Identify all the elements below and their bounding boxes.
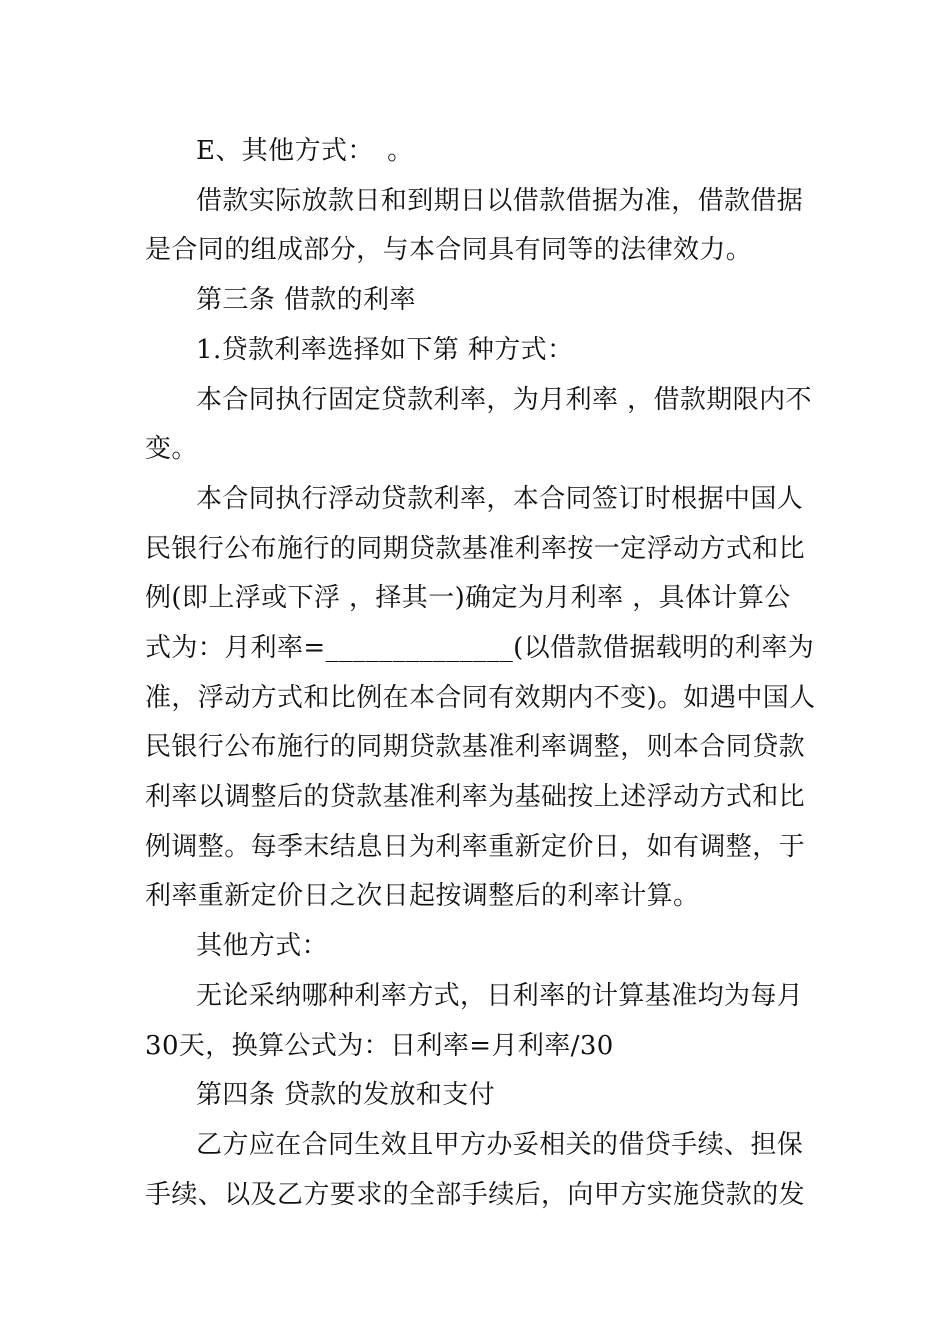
paragraph-line: 准，浮动方式和比例在本合同有效期内不变)。如遇中国人 <box>145 683 816 713</box>
paragraph-line: 本合同执行浮动贷款利率，本合同签订时根据中国人 <box>196 484 804 514</box>
paragraph-line: 手续、以及乙方要求的全部手续后，向甲方实施贷款的发 <box>145 1180 806 1210</box>
paragraph-line: 其他方式： <box>196 931 329 961</box>
paragraph-line: 无论采纳哪种利率方式，日利率的计算基准均为每月 <box>196 981 804 1011</box>
paragraph-line: 1.贷款利率选择如下第 种方式： <box>196 335 574 365</box>
paragraph-line: 例调整。每季末结息日为利率重新定价日，如有调整，于 <box>145 832 806 862</box>
paragraph-line: 民银行公布施行的同期贷款基准利率按一定浮动方式和比 <box>145 534 806 564</box>
paragraph-line: 民银行公布施行的同期贷款基准利率调整，则本合同贷款 <box>145 732 806 762</box>
paragraph-line: 式为：月利率=______________(以借款借据载明的利率为 <box>145 633 815 663</box>
paragraph-line: 变。 <box>145 434 198 464</box>
section-heading: 第三条 借款的利率 <box>196 285 416 315</box>
paragraph-line: 乙方应在合同生效且甲方办妥相关的借贷手续、担保 <box>196 1130 804 1160</box>
paragraph-line: 例(即上浮或下浮 ，择其一)确定为月利率 ，具体计算公 <box>145 583 791 613</box>
paragraph-line: 本合同执行固定贷款利率，为月利率 ，借款期限内不 <box>196 385 812 415</box>
text-line: E、其他方式： 。 <box>196 136 414 166</box>
paragraph-line: 利率以调整后的贷款基准利率为基础按上述浮动方式和比 <box>145 782 806 812</box>
paragraph-line: 利率重新定价日之次日起按调整后的利率计算。 <box>145 881 700 911</box>
section-heading: 第四条 贷款的发放和支付 <box>196 1080 496 1110</box>
paragraph-line: 是合同的组成部分，与本合同具有同等的法律效力。 <box>145 235 753 265</box>
paragraph-line: 30天，换算公式为：日利率=月利率/30 <box>145 1031 614 1061</box>
paragraph-line: 借款实际放款日和到期日以借款借据为准，借款借据 <box>196 186 804 216</box>
